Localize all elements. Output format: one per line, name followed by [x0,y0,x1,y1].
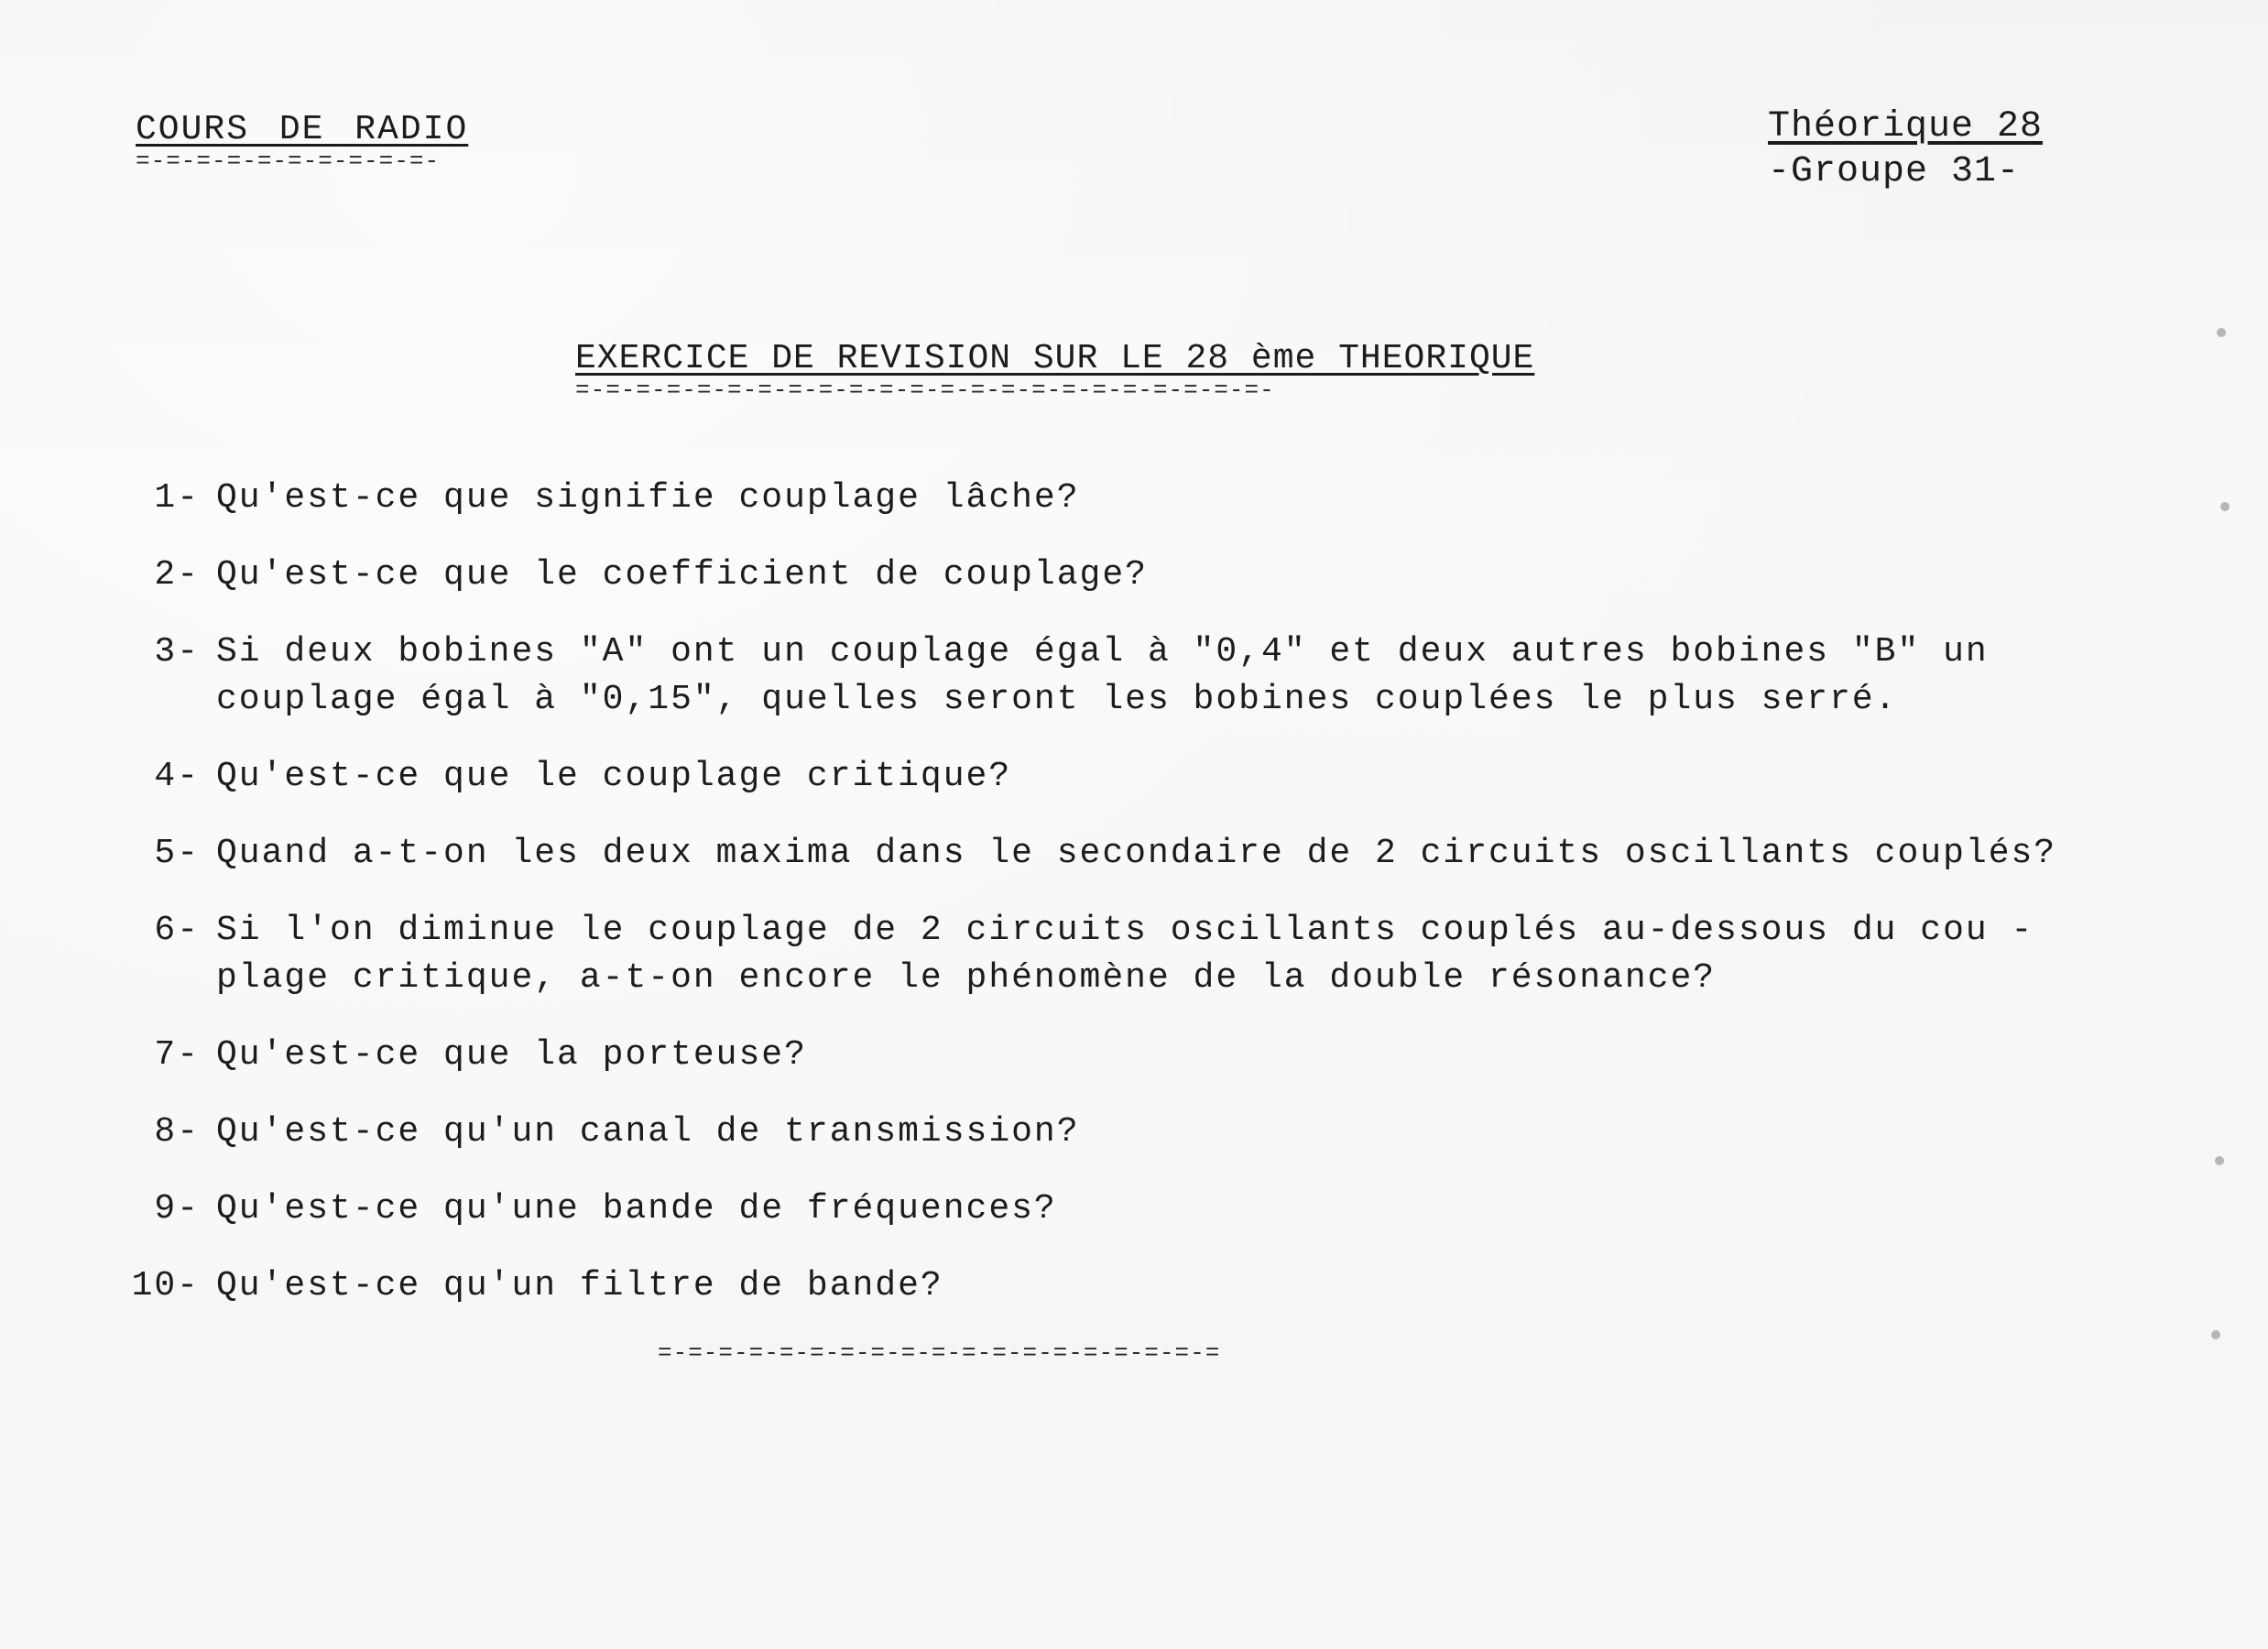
question-text: Si l'on diminue le couplage de 2 circuits oscillants couplés au-dessous du cou - plage critique, a-t-on encore le phénomène de la double résonance? [216,911,2034,998]
question-item [108,628,2105,724]
question-item [108,551,2105,599]
question-list [108,475,2105,1339]
question-text: Qu'est-ce qu'un canal de transmission? [216,1112,1080,1152]
question-text: Qu'est-ce qu'un filtre de bande? [216,1266,943,1305]
question-text: Qu'est-ce que la porteuse? [216,1035,807,1075]
question-item [108,1032,2105,1079]
question-number: 1- [154,478,200,518]
question-item [108,1108,2105,1156]
punch-mark [2217,328,2226,337]
closing-rule: =-=-=-=-=-=-=-=-=-=-=-=-=-=-=-=-=-=-= [658,1339,1221,1367]
question-number: 10- [131,1266,200,1305]
punch-mark [2220,502,2230,511]
question-number: 5- [154,834,200,873]
lesson-reference [1768,106,2043,192]
question-number: 7- [154,1035,200,1075]
question-text: Qu'est-ce que signifie couplage lâche? [216,478,1080,518]
course-title: COURS DE RADIO [136,110,469,149]
question-text: Qu'est-ce que le coefficient de couplage? [216,555,1148,595]
question-number: 3- [154,632,200,672]
punch-mark [2211,1330,2220,1339]
question-item [108,830,2105,878]
question-item [108,1262,2105,1310]
question-text: Qu'est-ce qu'une bande de fréquences? [216,1189,1057,1229]
question-item [108,475,2105,522]
question-item [108,907,2105,1002]
course-header [136,110,468,173]
lesson-number: Théorique 28 [1768,106,2044,147]
punch-mark [2215,1156,2224,1165]
question-text: Qu'est-ce que le couplage critique? [216,757,1012,796]
group-number: -Groupe 31- [1768,151,2021,192]
question-number: 2- [154,555,200,595]
exercise-heading [575,339,1534,402]
exercise-title-rule: =-=-=-=-=-=-=-=-=-=-=-=-=-=-=-=-=-=-=-=-=-=-=- [575,377,1275,404]
question-item [108,1185,2105,1233]
question-text: Quand a-t-on les deux maxima dans le secondaire de 2 circuits oscillants couplés? [216,834,2057,873]
question-text: Si deux bobines "A" ont un couplage égal à "0,4" et deux autres bobines "B" un couplage égal à "0,15", quelles seront les bobines couplées le plus serré. [216,632,1989,719]
question-number: 8- [154,1112,200,1152]
question-number: 6- [154,911,200,950]
course-title-rule: =-=-=-=-=-=-=-=-=-=- [136,147,441,175]
question-number: 9- [154,1189,200,1229]
question-item [108,753,2105,801]
exercise-title: EXERCICE DE REVISION SUR LE 28 ème THEORIQUE [575,339,1535,378]
question-number: 4- [154,757,200,796]
